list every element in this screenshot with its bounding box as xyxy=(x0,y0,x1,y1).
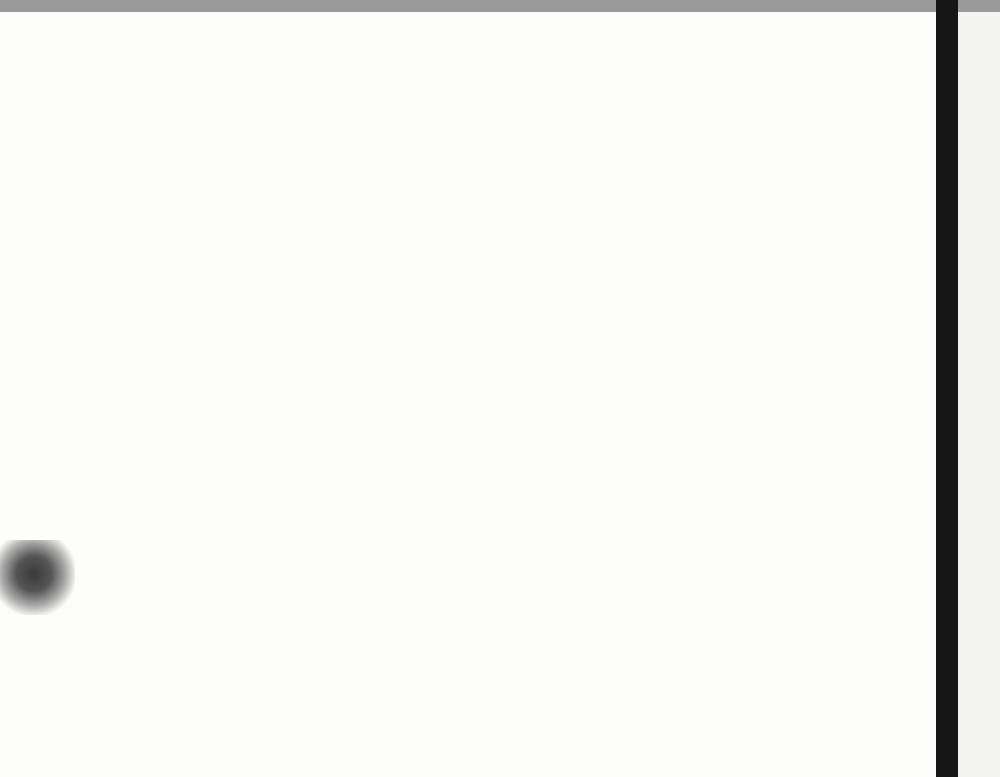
ink-blot xyxy=(0,540,75,615)
archive-bar xyxy=(0,0,1000,12)
next-page-edge xyxy=(958,12,1000,777)
page-gutter xyxy=(936,0,958,777)
margin-note xyxy=(22,67,38,137)
